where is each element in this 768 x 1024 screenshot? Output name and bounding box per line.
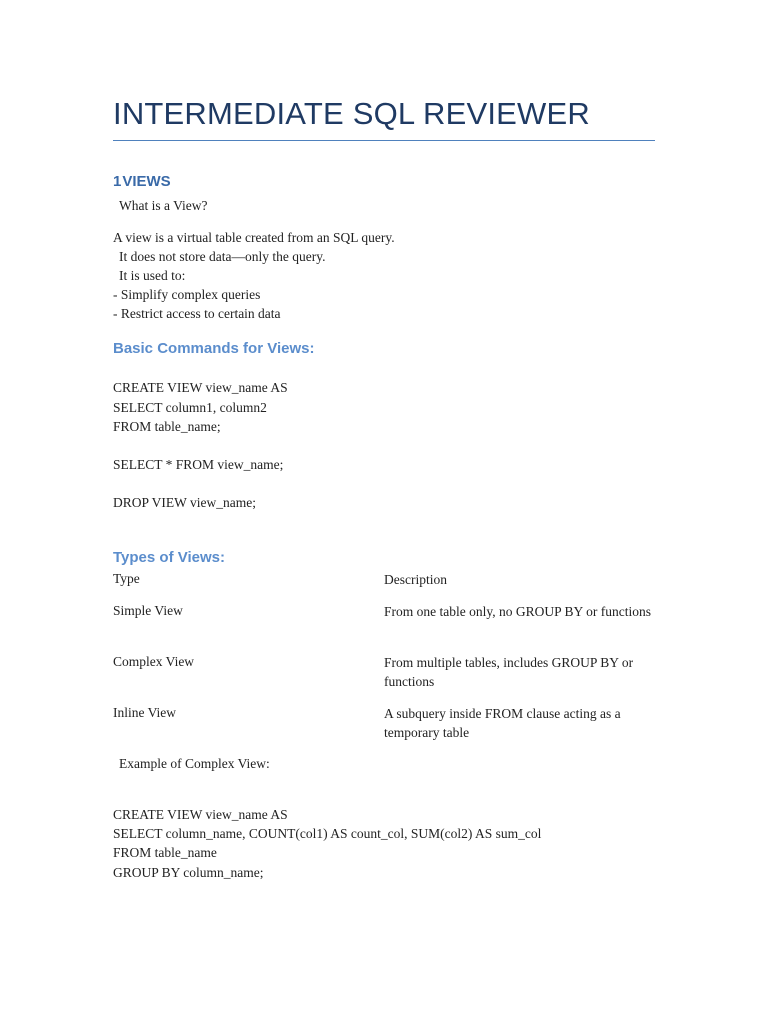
table-cell-description: From one table only, no GROUP BY or functions xyxy=(384,604,651,619)
subheading-types-of-views: Types of Views: xyxy=(113,549,225,566)
table-cell-description: A subquery inside FROM clause acting as a temporary table xyxy=(384,706,621,740)
document-title: INTERMEDIATE SQL REVIEWER xyxy=(113,96,590,131)
table-cell-type: Complex View xyxy=(113,654,195,669)
code-line: FROM table_name xyxy=(113,845,217,860)
table-cell-type: Simple View xyxy=(113,603,183,618)
code-line: CREATE VIEW view_name AS xyxy=(113,807,288,822)
definition-line: It does not store data—only the query. xyxy=(119,249,326,264)
example-label: Example of Complex View: xyxy=(119,756,270,771)
title-underline xyxy=(113,140,655,141)
bullet-item: - Simplify complex queries xyxy=(113,287,261,302)
definition-line: A view is a virtual table created from an SQL query. xyxy=(113,230,395,245)
question-text: What is a View? xyxy=(119,198,208,213)
section-heading-views xyxy=(113,173,171,190)
section-heading-text: VIEWS xyxy=(122,173,171,190)
document-page xyxy=(113,0,655,1024)
table-header-description: Description xyxy=(384,572,447,587)
table-header-type: Type xyxy=(113,571,140,586)
bullet-item: - Restrict access to certain data xyxy=(113,306,281,321)
subheading-basic-commands: Basic Commands for Views: xyxy=(113,340,315,357)
section-number: 1 xyxy=(113,173,122,190)
code-line: DROP VIEW view_name; xyxy=(113,495,256,510)
code-line: SELECT column_name, COUNT(col1) AS count_col, SUM(col2) AS sum_col xyxy=(113,826,542,841)
table-cell-description: From multiple tables, includes GROUP BY or functions xyxy=(384,655,634,689)
definition-line: It is used to: xyxy=(119,268,186,283)
code-line: SELECT column1, column2 xyxy=(113,400,267,415)
code-line: SELECT * FROM view_name; xyxy=(113,457,284,472)
table-cell-type: Inline View xyxy=(113,705,177,720)
code-line: FROM table_name; xyxy=(113,419,221,434)
code-line: CREATE VIEW view_name AS xyxy=(113,380,288,395)
code-line: GROUP BY column_name; xyxy=(113,865,264,880)
